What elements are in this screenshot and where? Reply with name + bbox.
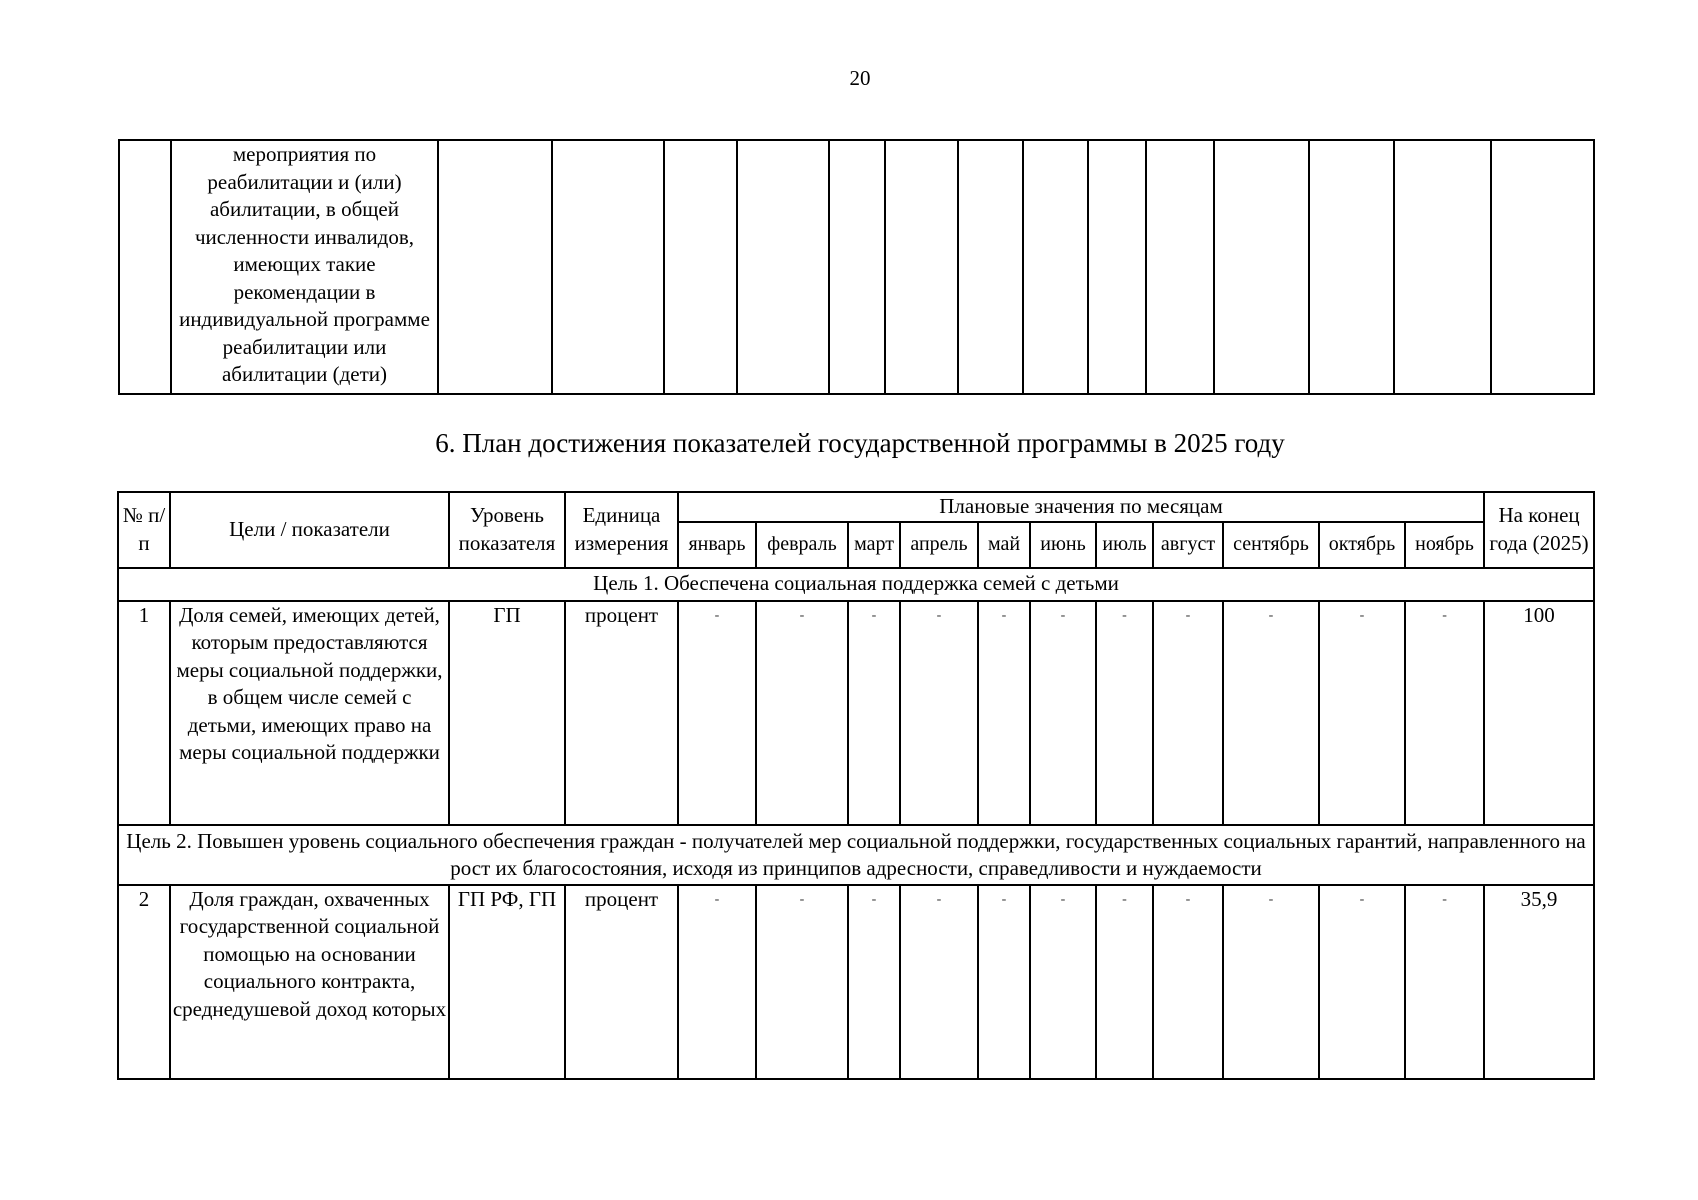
header-level: Уровень показателя xyxy=(449,492,565,568)
cell-empty xyxy=(1088,140,1146,394)
cell-empty xyxy=(664,140,737,394)
table-row xyxy=(118,885,1594,1079)
row-indicator: Доля граждан, охваченных государственной социальной помощью на основании социального контракта, среднедушевой доход которых xyxy=(170,885,449,1079)
row-month-value: - xyxy=(678,885,756,1079)
header-month-jun: июнь xyxy=(1030,522,1096,568)
row-unit: процент xyxy=(565,885,678,1079)
row-month-value: - xyxy=(1153,885,1223,1079)
row-month-value: - xyxy=(1223,885,1319,1079)
goal-2-text: Цель 2. Повышен уровень социального обеспечения граждан - получателей мер социальной поддержки, государственных социальных гарантий, направленного на рост их благосостояния, исходя из принципов адресности, справедливости и нуждаемости xyxy=(118,825,1594,885)
header-monthly-group: Плановые значения по месяцам xyxy=(678,492,1484,522)
row-month-value: - xyxy=(1153,601,1223,825)
goal-1-text: Цель 1. Обеспечена социальная поддержка семей с детьми xyxy=(118,568,1594,601)
row-month-value: - xyxy=(1096,885,1153,1079)
row-unit: процент xyxy=(565,601,678,825)
header-unit: Единица измерения xyxy=(565,492,678,568)
header-month-apr: апрель xyxy=(900,522,978,568)
row-year-end: 35,9 xyxy=(1484,885,1594,1079)
row-month-value: - xyxy=(756,885,848,1079)
cell-indicator: мероприятия по реабилитации и (или) абилитации, в общей численности инвалидов, имеющих такие рекомендации в индивидуальной программе реабилитации или абилитации (дети) xyxy=(171,140,438,394)
header-month-oct: октябрь xyxy=(1319,522,1405,568)
cell-empty xyxy=(552,140,664,394)
header-year-end: На конец года (2025) xyxy=(1484,492,1594,568)
row-indicator: Доля семей, имеющих детей, которым предоставляются меры социальной поддержки, в общем числе семей с детьми, имеющих право на меры социальной поддержки xyxy=(170,601,449,825)
cell-empty xyxy=(829,140,885,394)
header-num: № п/п xyxy=(118,492,170,568)
row-month-value: - xyxy=(1030,885,1096,1079)
header-month-jan: январь xyxy=(678,522,756,568)
row-month-value: - xyxy=(1096,601,1153,825)
continuation-table xyxy=(118,139,1595,395)
row-month-value: - xyxy=(848,601,900,825)
goal-row-2 xyxy=(118,825,1594,885)
row-level: ГП РФ, ГП xyxy=(449,885,565,1079)
header-row-1 xyxy=(118,492,1594,522)
cell-empty xyxy=(1146,140,1214,394)
row-month-value: - xyxy=(900,601,978,825)
table-row xyxy=(118,601,1594,825)
header-month-jul: июль xyxy=(1096,522,1153,568)
cell-empty xyxy=(885,140,958,394)
row-month-value: - xyxy=(1223,601,1319,825)
cell-empty xyxy=(1214,140,1309,394)
row-month-value: - xyxy=(978,885,1030,1079)
row-month-value: - xyxy=(1405,601,1484,825)
page-number: 20 xyxy=(849,66,871,90)
section-title: 6. План достижения показателей государственной программы в 2025 году xyxy=(435,428,1285,458)
row-month-value: - xyxy=(1319,885,1405,1079)
header-month-feb: февраль xyxy=(756,522,848,568)
cell-num xyxy=(119,140,171,394)
row-month-value: - xyxy=(1405,885,1484,1079)
cell-empty xyxy=(1309,140,1394,394)
header-month-sep: сентябрь xyxy=(1223,522,1319,568)
row-month-value: - xyxy=(848,885,900,1079)
cell-empty xyxy=(958,140,1023,394)
plan-table xyxy=(117,491,1595,1080)
cell-empty xyxy=(737,140,829,394)
cell-empty xyxy=(1394,140,1491,394)
header-month-mar: март xyxy=(848,522,900,568)
row-year-end: 100 xyxy=(1484,601,1594,825)
continuation-row xyxy=(119,140,1594,394)
header-goals: Цели / показатели xyxy=(170,492,449,568)
row-month-value: - xyxy=(756,601,848,825)
header-month-aug: август xyxy=(1153,522,1223,568)
row-num: 1 xyxy=(118,601,170,825)
row-num: 2 xyxy=(118,885,170,1079)
row-month-value: - xyxy=(1030,601,1096,825)
row-month-value: - xyxy=(978,601,1030,825)
row-month-value: - xyxy=(678,601,756,825)
cell-empty xyxy=(1023,140,1088,394)
row-month-value: - xyxy=(900,885,978,1079)
header-month-nov: ноябрь xyxy=(1405,522,1484,568)
row-month-value: - xyxy=(1319,601,1405,825)
cell-empty xyxy=(1491,140,1594,394)
cell-empty xyxy=(438,140,552,394)
goal-row-1 xyxy=(118,568,1594,601)
row-level: ГП xyxy=(449,601,565,825)
header-month-may: май xyxy=(978,522,1030,568)
